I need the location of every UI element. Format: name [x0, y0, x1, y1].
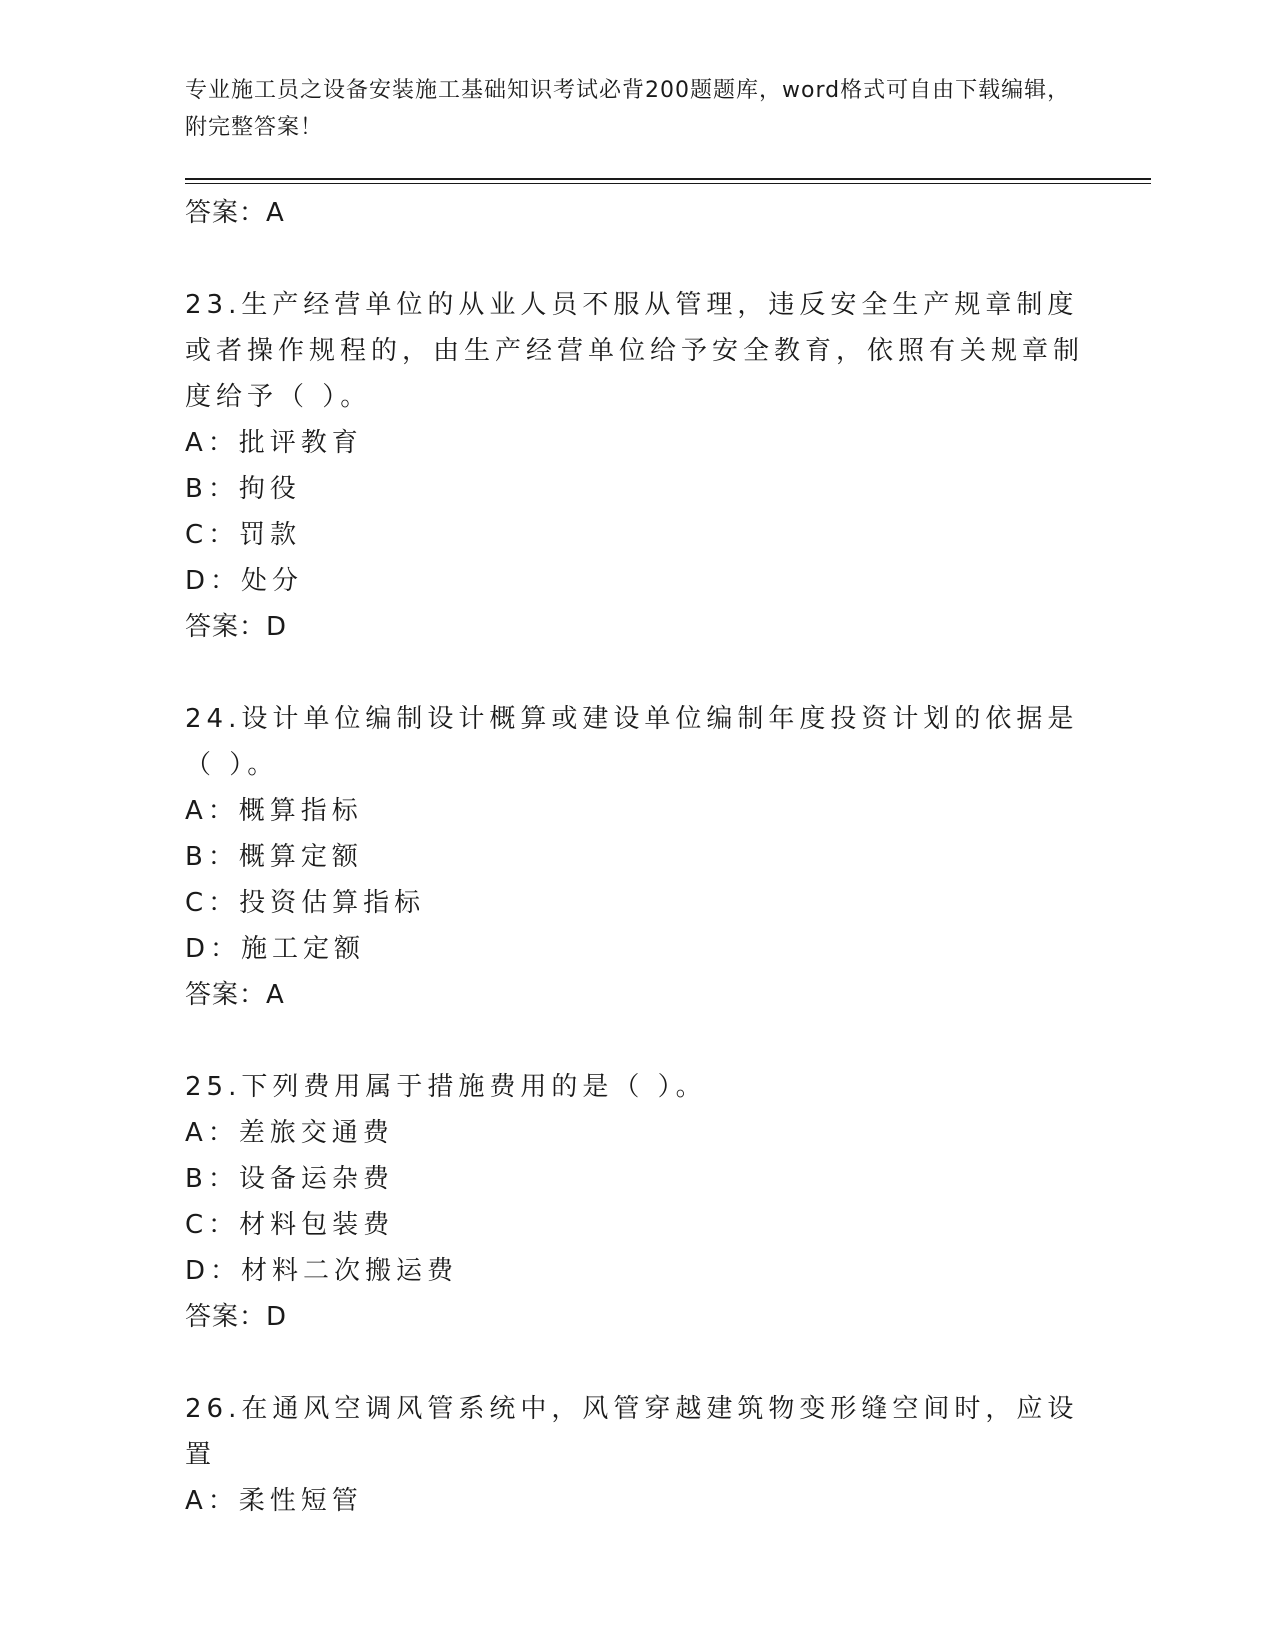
option-24-c: C：投资估算指标 — [185, 888, 426, 918]
question-23: 23.生产经营单位的从业人员不服从管理，违反安全生产规章制度或者操作规程的，由生产经营单位给予安全教育，依照有关规章制度给予（ ）。 — [185, 290, 1085, 412]
spacer — [185, 650, 1085, 696]
option-25-c: C：材料包装费 — [185, 1210, 395, 1240]
option-23-b: B：拘役 — [185, 474, 301, 504]
option-23-a: A：批评教育 — [185, 428, 363, 458]
question-25: 25.下列费用属于措施费用的是（ ）。 — [185, 1072, 707, 1102]
spacer — [185, 236, 1085, 282]
option-24-d: D：施工定额 — [185, 934, 366, 964]
option-26-a: A：柔性短管 — [185, 1486, 363, 1516]
question-24: 24.设计单位编制设计概算或建设单位编制年度投资计划的依据是（ ）。 — [185, 704, 1079, 780]
header-divider — [185, 178, 1151, 180]
header-divider-thin — [185, 183, 1151, 184]
option-23-d: D：处分 — [185, 566, 304, 596]
option-25-a: A：差旅交通费 — [185, 1118, 394, 1148]
question-26: 26.在通风空调风管系统中，风管穿越建筑物变形缝空间时，应设置 — [185, 1394, 1079, 1470]
option-24-b: B：概算定额 — [185, 842, 363, 872]
option-25-d: D：材料二次搬运费 — [185, 1256, 459, 1286]
option-25-b: B：设备运杂费 — [185, 1164, 394, 1194]
option-24-a: A：概算指标 — [185, 796, 363, 826]
answer-23: 答案：D — [185, 612, 288, 642]
answer-24: 答案：A — [185, 980, 285, 1010]
answer-25: 答案：D — [185, 1302, 288, 1332]
option-23-c: C：罚款 — [185, 520, 302, 550]
question-list — [185, 190, 1085, 1524]
answer-22: 答案：A — [185, 198, 285, 228]
page-header-text: 专业施工员之设备安装施工基础知识考试必背200题题库，word格式可自由下载编辑，附完整答案！ — [185, 78, 1071, 140]
spacer — [185, 1018, 1085, 1064]
spacer — [185, 1340, 1085, 1386]
